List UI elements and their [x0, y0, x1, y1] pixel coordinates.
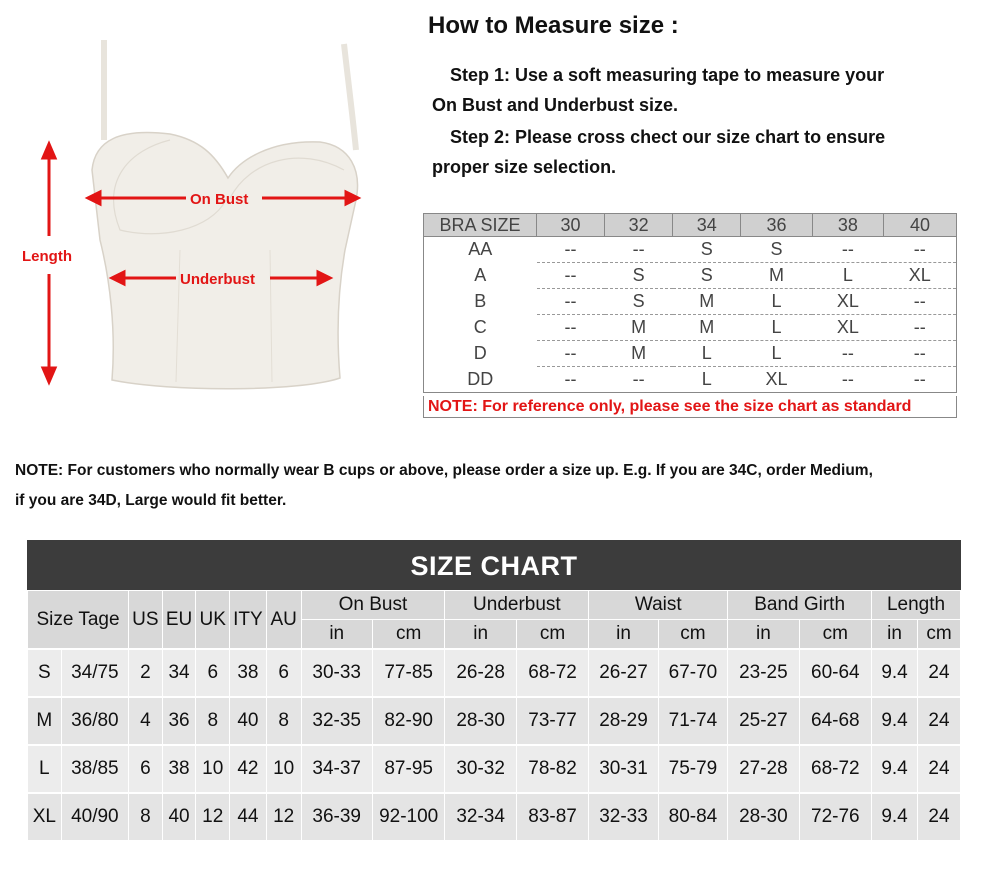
size-cell: -- — [884, 315, 957, 341]
size-cell: L — [701, 369, 712, 389]
header-au: AU — [266, 591, 301, 650]
size-label: XL — [28, 793, 62, 841]
bra-header-cell: 38 — [812, 214, 883, 237]
size-chart-cell: 75-79 — [658, 745, 727, 793]
size-chart-cell: 8 — [129, 793, 163, 841]
cup-size-cell: DD — [467, 368, 494, 389]
size-chart-cell: 36 — [162, 697, 196, 745]
unit-cell: cm — [799, 620, 871, 650]
size-chart-cell: 28-30 — [445, 697, 516, 745]
header-underbust: Underbust — [445, 591, 589, 620]
step-1 — [432, 60, 992, 120]
size-cell: S — [741, 237, 812, 263]
size-cell: M — [605, 341, 673, 367]
bra-table-row — [424, 315, 957, 341]
size-chart-row — [28, 697, 961, 745]
size-chart-cell: 60-64 — [799, 649, 871, 697]
size-cell: S — [605, 263, 673, 289]
bra-header-cell: 40 — [884, 214, 957, 237]
step-2-lead: Step 2: Please cross chect our size chart to ensure — [450, 127, 886, 147]
size-chart-cell: 10 — [266, 745, 301, 793]
size-chart-cell: 92-100 — [372, 793, 444, 841]
size-chart-cell: 83-87 — [516, 793, 588, 841]
size-chart-cell: 8 — [266, 697, 301, 745]
size-chart-cell: 2 — [129, 649, 163, 697]
bra-table-note: NOTE: For reference only, please see the size chart as standard — [423, 396, 957, 418]
size-cell: -- — [884, 237, 957, 263]
bra-table-header — [424, 214, 957, 237]
size-cell: S — [605, 289, 673, 315]
size-chart-cell: 26-28 — [445, 649, 516, 697]
fit-note-line-2: if you are 34D, Large would fit better. — [15, 492, 287, 509]
size-chart-cell: 24 — [918, 793, 961, 841]
size-chart-cell: 38/85 — [61, 745, 128, 793]
size-cell: M — [605, 315, 673, 341]
bra-table-row — [424, 341, 957, 367]
cup-size-cell: C — [473, 317, 487, 337]
howto-title: How to Measure size : — [428, 12, 679, 39]
bra-header-cell: 32 — [605, 214, 673, 237]
size-cell: -- — [605, 237, 673, 263]
header-waist: Waist — [589, 591, 728, 620]
size-chart-cell: 40 — [230, 697, 267, 745]
size-chart-cell: 30-33 — [301, 649, 372, 697]
header-on-bust: On Bust — [301, 591, 445, 620]
size-cell: XL — [812, 315, 883, 341]
size-chart-cell: 24 — [918, 745, 961, 793]
size-chart-cell: 34-37 — [301, 745, 372, 793]
size-cell: -- — [632, 369, 645, 389]
size-chart-header-row — [28, 591, 961, 620]
size-chart-cell: 6 — [196, 649, 230, 697]
unit-cell: cm — [658, 620, 727, 650]
size-chart-cell: 73-77 — [516, 697, 588, 745]
size-cell: XL — [884, 263, 957, 289]
size-cell: -- — [537, 237, 605, 263]
size-cell: S — [673, 237, 741, 263]
size-cell: L — [673, 341, 741, 367]
size-chart-cell: 23-25 — [728, 649, 799, 697]
length-label: Length — [22, 248, 72, 265]
size-chart-cell: 8 — [196, 697, 230, 745]
size-chart-title: SIZE CHART — [27, 540, 961, 590]
size-cell: L — [741, 289, 812, 315]
size-label: S — [28, 649, 62, 697]
size-chart-cell: 12 — [196, 793, 230, 841]
step-2-cont: proper size selection. — [432, 157, 617, 177]
size-chart-cell: 67-70 — [658, 649, 727, 697]
size-chart-cell: 24 — [918, 649, 961, 697]
size-chart-cell: 71-74 — [658, 697, 727, 745]
bra-table-row — [424, 289, 957, 315]
size-cell: M — [673, 315, 741, 341]
unit-cell: in — [301, 620, 372, 650]
cup-size-cell: AA — [468, 239, 493, 260]
size-cell: -- — [537, 315, 605, 341]
size-chart-cell: 9.4 — [872, 793, 918, 841]
size-chart-cell: 26-27 — [589, 649, 658, 697]
bra-table-row — [424, 367, 957, 393]
bra-header-cell: 34 — [673, 214, 741, 237]
step-2 — [432, 122, 992, 182]
size-cell: -- — [884, 341, 957, 367]
size-chart-cell: 30-32 — [445, 745, 516, 793]
size-cell: XL — [812, 289, 883, 315]
size-chart-cell: 82-90 — [372, 697, 444, 745]
size-cell: -- — [812, 341, 883, 367]
size-cell: -- — [884, 289, 957, 315]
size-chart-cell: 9.4 — [872, 697, 918, 745]
size-chart-cell: 36-39 — [301, 793, 372, 841]
size-chart-cell: 27-28 — [728, 745, 799, 793]
size-chart-cell: 72-76 — [799, 793, 871, 841]
unit-cell: in — [589, 620, 658, 650]
size-chart-cell: 10 — [196, 745, 230, 793]
size-chart-cell: 78-82 — [516, 745, 588, 793]
size-chart-cell: 80-84 — [658, 793, 727, 841]
size-label: L — [28, 745, 62, 793]
size-cell: M — [673, 289, 741, 315]
size-cell: -- — [812, 237, 883, 263]
fit-note-line-1: NOTE: For customers who normally wear B cups or above, please order a size up. E.g. If you are 34C, order Medium, — [15, 462, 873, 479]
step-1-cont: On Bust and Underbust size. — [432, 95, 679, 115]
size-chart-cell: 6 — [129, 745, 163, 793]
size-chart-cell: 42 — [230, 745, 267, 793]
header-ity: ITY — [230, 591, 267, 650]
size-cell: -- — [913, 369, 926, 389]
size-label: M — [28, 697, 62, 745]
size-chart-cell: 68-72 — [516, 649, 588, 697]
unit-cell: cm — [516, 620, 588, 650]
size-chart-cell: 4 — [129, 697, 163, 745]
size-chart-cell: 9.4 — [872, 649, 918, 697]
size-cell: -- — [537, 263, 605, 289]
size-chart-cell: 6 — [266, 649, 301, 697]
size-cell: M — [741, 263, 812, 289]
header-length: Length — [872, 591, 961, 620]
unit-cell: in — [445, 620, 516, 650]
bra-header-cell: 36 — [741, 214, 812, 237]
header-size-tage: Size Tage — [28, 591, 129, 650]
size-chart-cell: 40/90 — [61, 793, 128, 841]
size-chart-cell: 32-34 — [445, 793, 516, 841]
unit-cell: cm — [372, 620, 444, 650]
size-chart-cell: 38 — [230, 649, 267, 697]
step-1-lead: Step 1: Use a soft measuring tape to measure your — [450, 65, 885, 85]
bra-table-row — [424, 263, 957, 289]
size-chart-cell: 9.4 — [872, 745, 918, 793]
size-cell: L — [741, 341, 812, 367]
bra-header-cell: BRA SIZE — [424, 214, 537, 237]
size-cell: XL — [765, 369, 788, 389]
size-chart-row — [28, 793, 961, 841]
header-uk: UK — [196, 591, 230, 650]
cup-size-cell: B — [474, 291, 487, 311]
bra-illustration — [0, 30, 400, 400]
size-chart-row — [28, 649, 961, 697]
unit-cell: in — [728, 620, 799, 650]
size-chart-cell: 12 — [266, 793, 301, 841]
size-chart-cell: 28-29 — [589, 697, 658, 745]
size-cell: -- — [537, 341, 605, 367]
size-cell: -- — [537, 289, 605, 315]
header-eu: EU — [162, 591, 196, 650]
size-chart-table — [27, 590, 961, 842]
cup-size-cell: A — [474, 265, 487, 285]
size-chart-row — [28, 745, 961, 793]
on-bust-label: On Bust — [190, 191, 249, 208]
size-chart-cell: 32-35 — [301, 697, 372, 745]
size-chart-cell: 77-85 — [372, 649, 444, 697]
size-chart-cell: 32-33 — [589, 793, 658, 841]
size-cell: L — [741, 315, 812, 341]
bra-table-row — [424, 237, 957, 263]
cup-size-cell: D — [473, 343, 487, 363]
size-cell: S — [673, 263, 741, 289]
size-chart-cell: 40 — [162, 793, 196, 841]
size-chart-cell: 87-95 — [372, 745, 444, 793]
unit-cell: cm — [918, 620, 961, 650]
header-us: US — [129, 591, 163, 650]
size-chart-cell: 28-30 — [728, 793, 799, 841]
underbust-label: Underbust — [180, 271, 255, 288]
size-chart-cell: 25-27 — [728, 697, 799, 745]
size-chart — [27, 540, 961, 846]
size-chart-cell: 24 — [918, 697, 961, 745]
size-chart-cell: 38 — [162, 745, 196, 793]
size-chart-cell: 30-31 — [589, 745, 658, 793]
size-cell: L — [812, 263, 883, 289]
bra-size-table — [423, 213, 957, 393]
size-chart-cell: 68-72 — [799, 745, 871, 793]
header-band-girth: Band Girth — [728, 591, 872, 620]
fit-note — [15, 456, 995, 516]
size-chart-cell: 64-68 — [799, 697, 871, 745]
right-strap — [344, 44, 356, 150]
unit-cell: in — [872, 620, 918, 650]
size-chart-cell: 34/75 — [61, 649, 128, 697]
size-cell: -- — [564, 369, 577, 389]
size-cell: -- — [841, 369, 854, 389]
size-chart-cell: 44 — [230, 793, 267, 841]
size-chart-cell: 34 — [162, 649, 196, 697]
bra-header-cell: 30 — [537, 214, 605, 237]
size-chart-cell: 36/80 — [61, 697, 128, 745]
bustier-body — [92, 133, 358, 389]
